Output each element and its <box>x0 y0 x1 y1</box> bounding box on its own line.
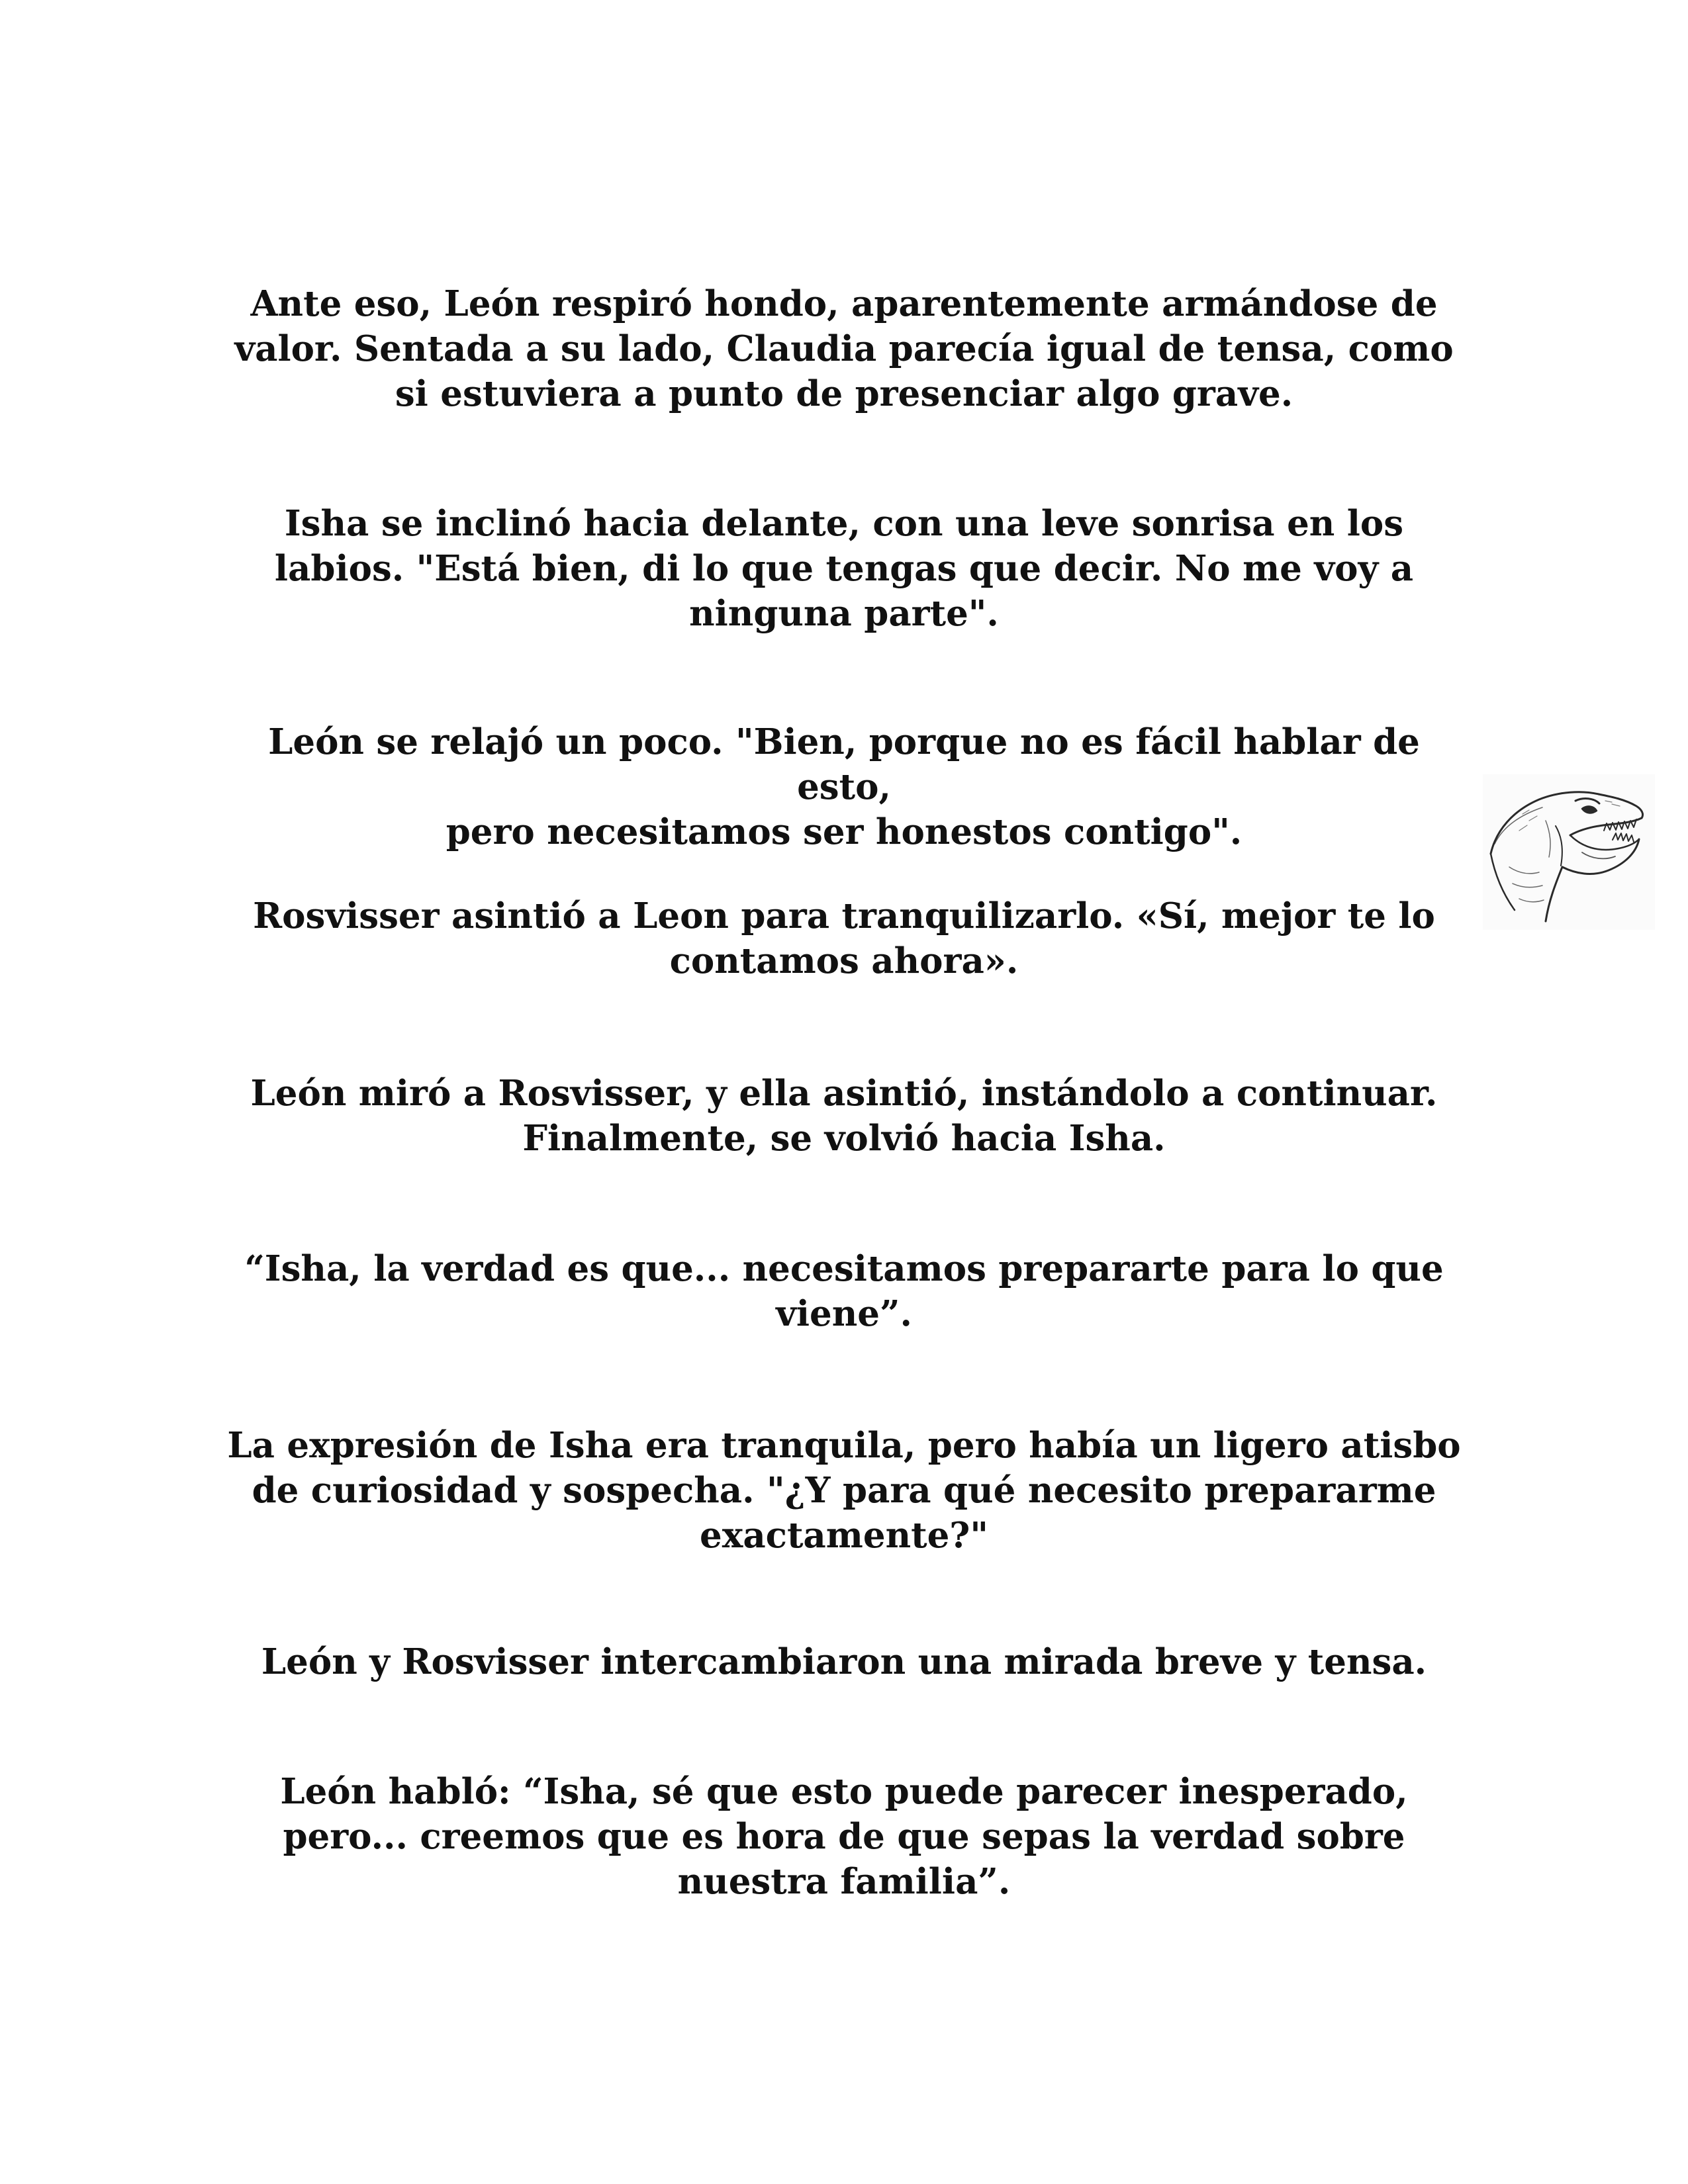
paragraph-1: Ante eso, León respiró hondo, aparentemente armándose de valor. Sentada a su lado, Claudia parecía igual de tensa, como si estuviera a punto de presenciar algo grave. <box>234 283 1454 414</box>
paragraph-8: León y Rosvisser intercambiaron una mirada breve y tensa. <box>261 1641 1427 1682</box>
paragraph-2: Isha se inclinó hacia delante, con una leve sonrisa en los labios. "Está bien, di lo que tengas que decir. No me voy a ninguna parte". <box>274 503 1414 634</box>
paragraph-4: Rosvisser asintió a Leon para tranquilizarlo. «Sí, mejor te lo contamos ahora». <box>253 895 1435 981</box>
paragraph-6: “Isha, la verdad es que... necesitamos prepararte para lo que viene”. <box>244 1248 1444 1334</box>
paragraph-7: La expresión de Isha era tranquila, pero había un ligero atisbo de curiosidad y sospecha. "¿Y para qué necesito prepararme exactamente?" <box>227 1425 1461 1556</box>
paragraph-5: León miró a Rosvisser, y ella asintió, instándolo a continuar. Finalmente, se volvió hacia Isha. <box>250 1073 1438 1159</box>
dinosaur-head-sketch-icon <box>1483 774 1655 930</box>
paragraph-3: León se relajó un poco. "Bien, porque no es fácil hablar de esto, pero necesitamos ser honestos contigo". <box>268 721 1420 852</box>
paragraph-9: León habló: “Isha, sé que esto puede parecer inesperado, pero... creemos que es hora de que sepas la verdad sobre nuestra familia”. <box>280 1771 1408 1902</box>
